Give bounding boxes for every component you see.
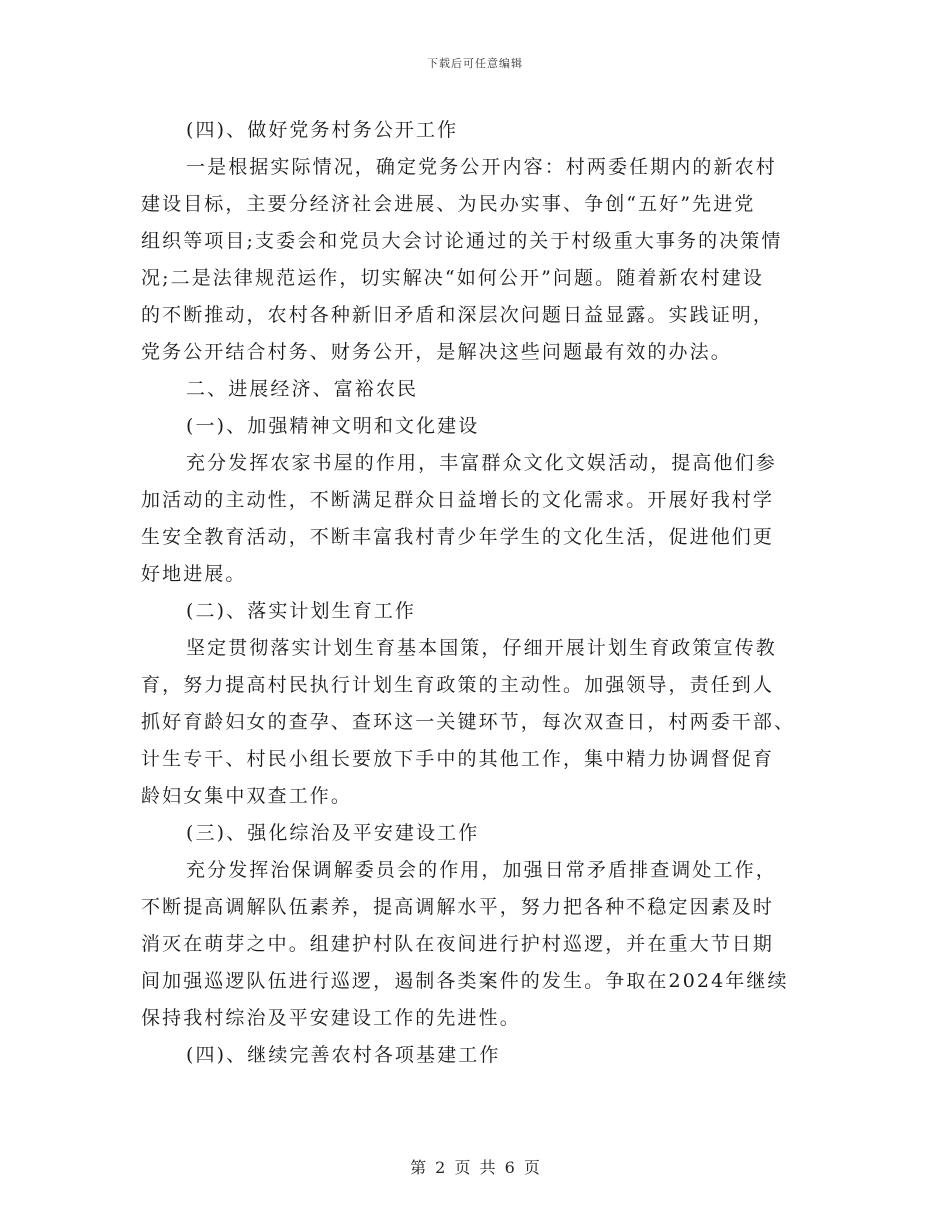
- text-line: (四)、做好党务村务公开工作: [186, 119, 459, 141]
- text-line: (二)、落实计划生育工作: [186, 600, 417, 622]
- text-line: 组织等项目;支委会和党员大会讨论通过的关于村级重大事务的决策情: [141, 230, 783, 252]
- text-line: 二、进展经济、富裕农民: [186, 378, 419, 400]
- text-line: 保持我村综治及平安建设工作的先进性。: [141, 1007, 521, 1029]
- text-line: 龄妇女集中双查工作。: [141, 785, 353, 807]
- text-line: 坚定贯彻落实计划生育基本国策，仔细开展计划生育政策宣传教: [186, 637, 777, 659]
- text-line: 党务公开结合村务、财务公开，是解决这些问题最有效的办法。: [141, 341, 732, 363]
- text-line: 育，努力提高村民执行计划生育政策的主动性。加强领导，责任到人: [141, 674, 775, 696]
- text-line: (一)、加强精神文明和文化建设: [186, 415, 480, 437]
- page-footer: 第 2 页 共 6 页: [410, 1158, 540, 1177]
- header-note: 下载后可任意编辑: [427, 57, 523, 70]
- text-line: (四)、继续完善农村各项基建工作: [186, 1044, 501, 1066]
- text-line: 不断提高调解队伍素养，提高调解水平，努力把各种不稳定因素及时: [141, 896, 775, 918]
- text-line: 的不断推动，农村各种新旧矛盾和深层次问题日益显露。实践证明，: [141, 304, 775, 326]
- text-line: 建设目标，主要分经济社会进展、为民办实事、争创“五好”先进党: [141, 193, 756, 215]
- text-line: 生安全教育活动，不断丰富我村青少年学生的文化生活，促进他们更: [141, 526, 775, 548]
- text-line: 一是根据实际情况，确定党务公开内容：村两委任期内的新农村: [186, 156, 777, 178]
- text-line: 消灭在萌芽之中。组建护村队在夜间进行护村巡逻，并在重大节日期: [141, 933, 775, 955]
- text-line: 间加强巡逻队伍进行巡逻，遏制各类案件的发生。争取在2024年继续: [141, 970, 789, 992]
- text-line: 抓好育龄妇女的查孕、查环这一关键环节，每次双查日，村两委干部、: [141, 711, 796, 733]
- text-line: 计生专干、村民小组长要放下手中的其他工作，集中精力协调督促育: [141, 748, 775, 770]
- document-body: [141, 112, 796, 1074]
- text-line: 加活动的主动性，不断满足群众日益增长的文化需求。开展好我村学: [141, 489, 775, 511]
- text-line: (三)、强化综治及平安建设工作: [186, 822, 480, 844]
- text-line: 充分发挥农家书屋的作用，丰富群众文化文娱活动，提高他们参: [186, 452, 777, 474]
- text-line: 好地进展。: [141, 563, 247, 585]
- text-line: 况;二是法律规范运作，切实解决“如何公开”问题。随着新农村建设: [141, 267, 764, 289]
- text-line: 充分发挥治保调解委员会的作用，加强日常矛盾排查调处工作，: [186, 859, 777, 881]
